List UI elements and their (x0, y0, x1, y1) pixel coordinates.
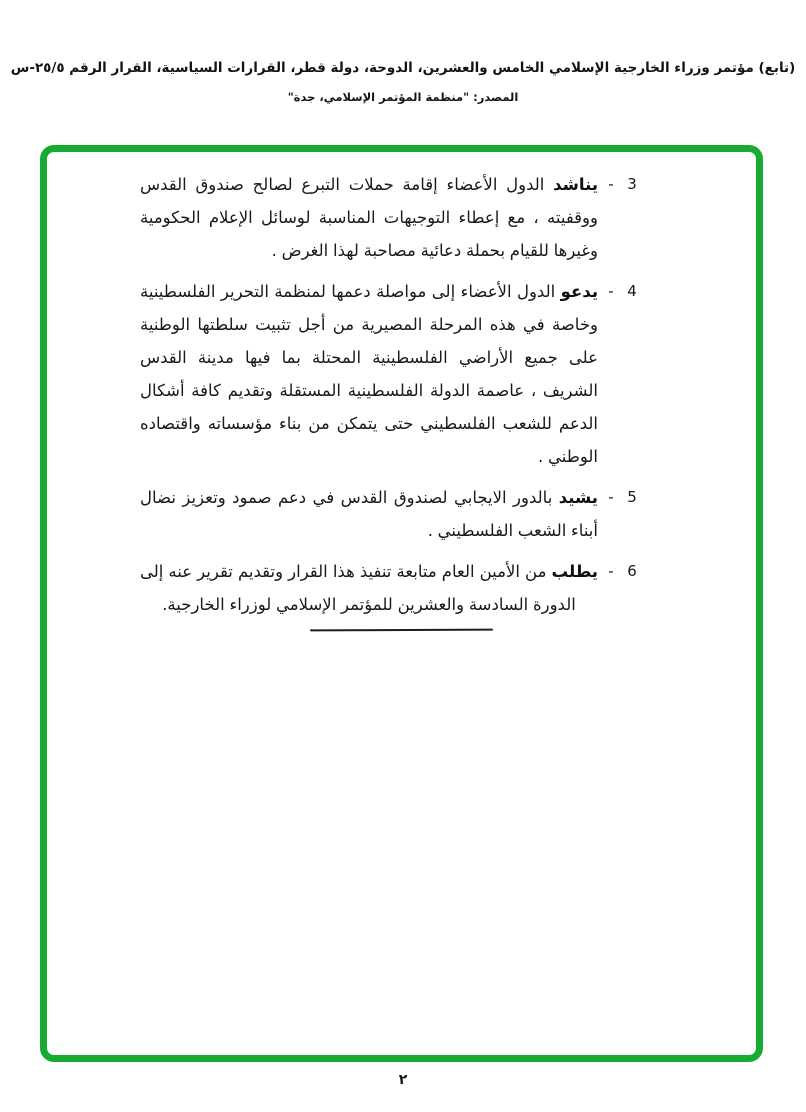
clause-number: 3 (627, 175, 637, 193)
document-header (0, 57, 806, 106)
clause-number: 5 (627, 488, 637, 506)
clause-lead-word: يشيد (558, 488, 598, 507)
clause-dash: - (608, 282, 614, 300)
clause-body-text: من الأمين العام متابعة تنفيذ هذا القرار وتقديم تقرير عنه إلى الدورة السادسة والعشرين للمؤتمر الإسلامي لوزراء الخارجية. (140, 562, 576, 614)
clause-lead-word: يطلب (551, 562, 598, 581)
resolution-item-3 (140, 168, 640, 267)
clause-lead-word: يدعو (560, 282, 599, 301)
clause-dash: - (608, 562, 614, 580)
clause-text (140, 275, 598, 473)
clause-lead-word: يناشد (553, 175, 599, 194)
resolution-item-5 (140, 481, 640, 547)
section-divider (310, 629, 493, 632)
page-number: ٢ (398, 1072, 408, 1088)
clause-number: 6 (627, 562, 637, 580)
clause-body-text: الدول الأعضاء إقامة حملات التبرع لصالح صندوق القدس ووقفيته ، مع إعطاء التوجيهات المناسبة لوسائل الإعلام الحكومية وغيرها للقيام بحملة دعائية مصاحبة لهذا الغرض . (140, 175, 598, 260)
clause-dash: - (608, 488, 614, 506)
clause-body-text: بالدور الايجابي لصندوق القدس في دعم صمود وتعزيز نضال أبناء الشعب الفلسطيني . (140, 488, 598, 540)
clause-number: 4 (627, 282, 637, 300)
clause-body-text: الدول الأعضاء إلى مواصلة دعمها لمنظمة التحرير الفلسطينية وخاصة في هذه المرحلة المصيرية من أجل تثبيت سلطتها الوطنية على جميع الأراضي الفلسطينية المحتلة بما فيها مدينة القدس الشريف ، عاصمة الدولة الفلسطينية المستقلة وتقديم كافة أشكال الدعم للشعب الفلسطيني حتى يتمكن من بناء مؤسساته واقتصاده الوطني . (140, 282, 598, 466)
clause-text (140, 481, 598, 547)
clause-dash: - (608, 175, 614, 193)
clause-text (140, 168, 598, 267)
header-source-line: المصدر: "منظمة المؤتمر الإسلامي، جدة" (287, 90, 519, 104)
resolution-clauses (140, 168, 640, 631)
resolution-item-6 (140, 555, 640, 621)
clause-text (140, 555, 598, 621)
header-title-line: (تابع) مؤتمر وزراء الخارجية الإسلامي الخامس والعشرين، الدوحة، دولة قطر، القرارات السياسية، القرار الرقم ٢٥/٥-س (10, 60, 796, 76)
resolution-item-4 (140, 275, 640, 473)
